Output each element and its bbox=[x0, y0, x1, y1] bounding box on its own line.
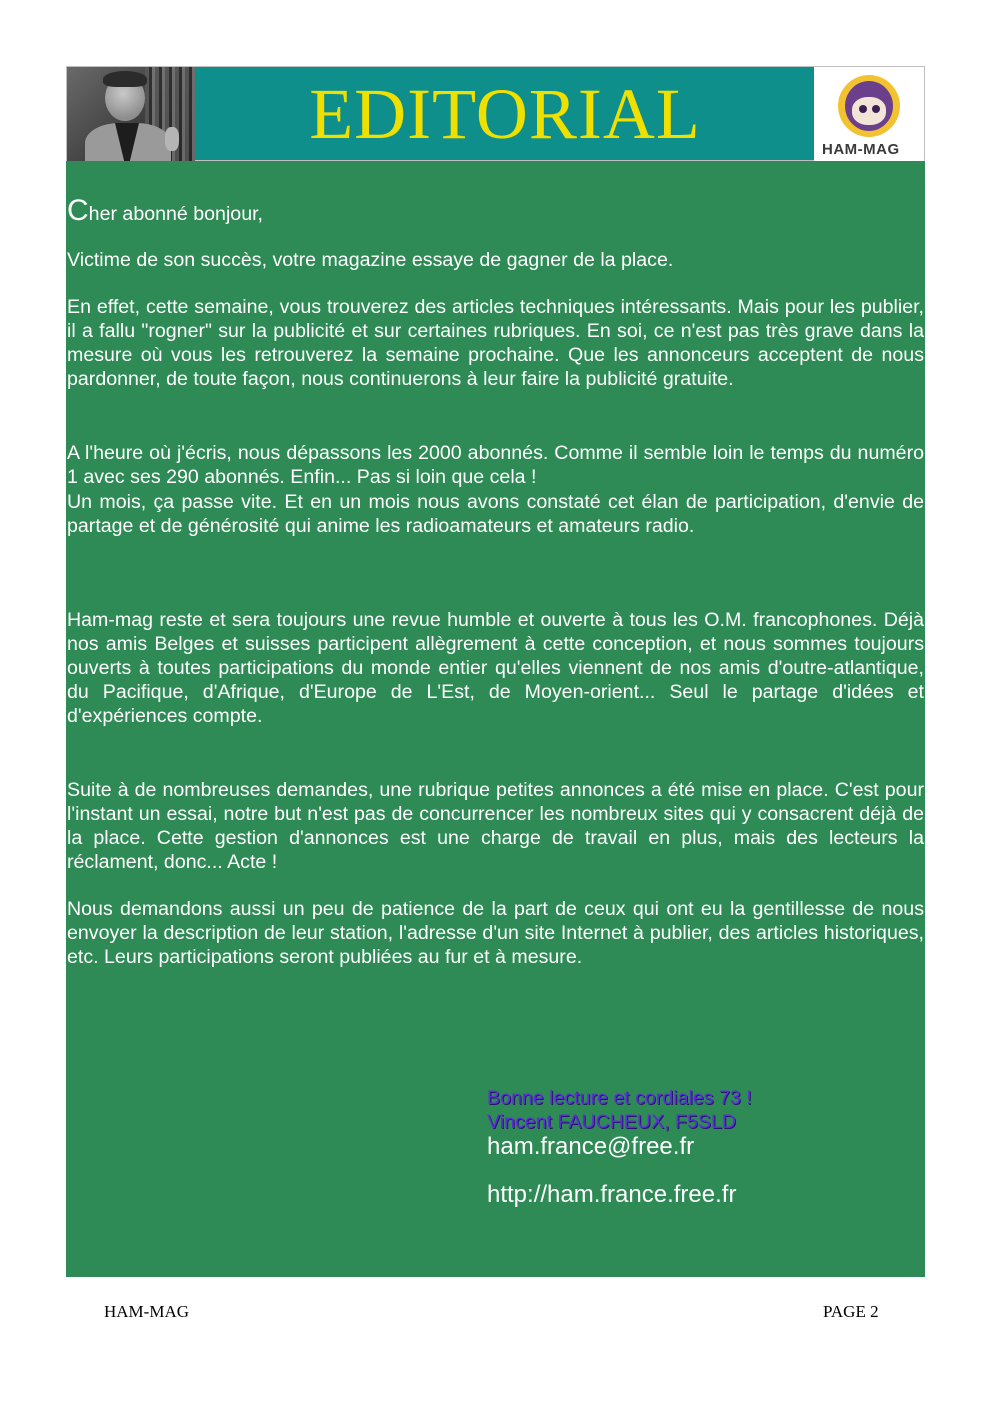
footer-page-number: PAGE 2 bbox=[823, 1302, 879, 1321]
editorial-header bbox=[66, 66, 925, 161]
paragraph: Nous demandons aussi un peu de patience de la part de ceux qui ont eu la gentillesse de nous envoyer la description de leur station, l'adresse d'un site Internet à publier, des articles historiques, etc. Leurs participations seront publiées au fur et à mesure. bbox=[67, 898, 924, 968]
email-link[interactable]: ham.france@free.fr bbox=[487, 1133, 695, 1160]
author-photo bbox=[67, 67, 195, 162]
ham-mag-logo-icon bbox=[814, 67, 924, 162]
drop-cap: C bbox=[67, 194, 89, 227]
logo-text: HAM-MAG bbox=[822, 141, 900, 158]
closing-line: Bonne lecture et cordiales 73 ! bbox=[487, 1087, 752, 1109]
paragraph: Victime de son succès, votre magazine essaye de gagner de la place. bbox=[67, 249, 674, 271]
signature-block bbox=[487, 1086, 907, 1208]
author-line: Vincent FAUCHEUX, F5SLD bbox=[487, 1111, 737, 1133]
footer-magazine-name: HAM-MAG bbox=[104, 1302, 189, 1321]
greeting: Cher abonné bonjour, bbox=[67, 194, 263, 227]
paragraph: Un mois, ça passe vite. Et en un mois nous avons constaté cet élan de participation, d'envie de partage et de générosité qui anime les radioamateurs et amateurs radio. bbox=[67, 491, 924, 537]
paragraph: En effet, cette semaine, vous trouverez des articles techniques intéressants. Mais pour les publier, il a fallu "rogner" sur la publicité et sur certaines rubriques. En soi, ce n'est pas très grave dans la mesure où vous les retrouverez la semaine prochaine. Que les annonceurs acceptent de nous pardonner, de toute façon, nous continuerons à leur faire la publicité gratuite. bbox=[67, 296, 924, 390]
paragraph: Ham-mag reste et sera toujours une revue humble et ouverte à tous les O.M. francophones. Déjà nos amis Belges et suisses participent allègrement à cette conception, et nous sommes toujours ouverts à toutes participations du monde entier qu'elles viennent de nos amis d'outre-atlantique, du Pacifique, d'Afrique, d'Europe de L'Est, de Moyen-orient... Seul le partage d'idées et d'expériences compte. bbox=[67, 609, 924, 727]
editorial-body bbox=[66, 161, 925, 1277]
website-link[interactable]: http://ham.france.free.fr bbox=[487, 1181, 737, 1208]
paragraph: Suite à de nombreuses demandes, une rubrique petites annonces a été mise en place. C'est pour l'instant un essai, notre but n'est pas de concurrencer les nombreux sites qui y consacrent déjà de la place. Cette gestion d'annonces est une charge de travail en plus, mais des lecteurs la réclament, donc... Acte ! bbox=[67, 779, 924, 873]
page-title: EDITORIAL bbox=[309, 74, 701, 154]
paragraph: A l'heure où j'écris, nous dépassons les 2000 abonnés. Comme il semble loin le temps du numéro 1 avec ses 290 abonnés. Enfin... Pas si loin que cela ! bbox=[67, 442, 924, 488]
